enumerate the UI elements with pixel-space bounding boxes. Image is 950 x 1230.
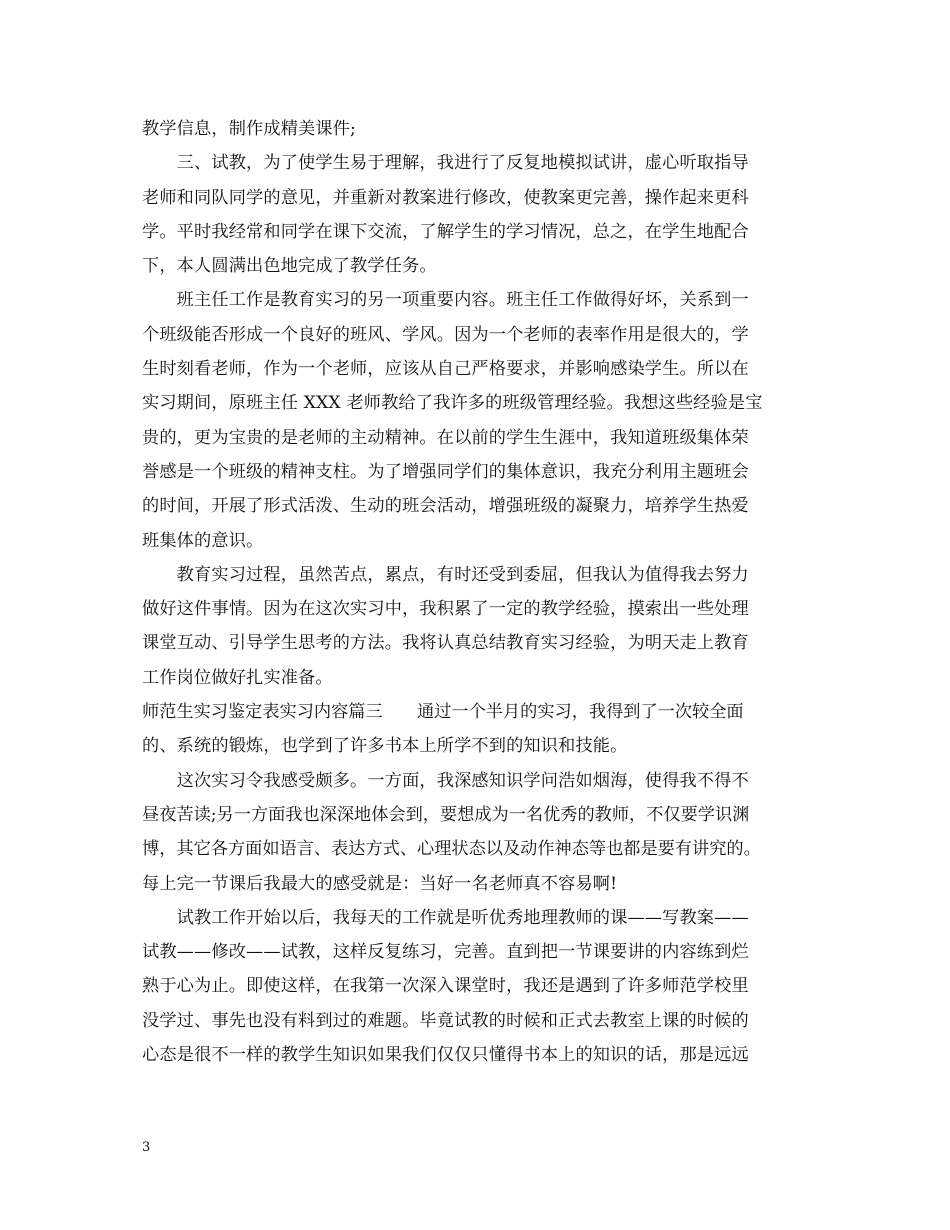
text-line: 三、试教，为了使学生易于理解，我进行了反复地模拟试讲，虚心听取指导 <box>142 153 749 174</box>
text-line: 的、系统的锻炼，也学到了许多书本上所学不到的知识和技能。 <box>142 736 628 757</box>
text-line: 试教工作开始以后，我每天的工作就是听优秀地理教师的课——写教案—— <box>142 907 749 928</box>
page-number: 3 <box>142 1140 151 1155</box>
text-line: 班集体的意识。 <box>142 530 264 551</box>
text-line: 课堂互动、引导学生思考的方法。我将认真总结教育实习经验，为明天走上教育 <box>142 633 749 654</box>
text-line: 实习期间，原班主任 XXX 老师教给了我许多的班级管理经验。我想这些经验是宝 <box>142 393 763 414</box>
text-line: 教育实习过程，虽然苦点，累点，有时还受到委屈，但我认为值得我去努力 <box>142 564 749 585</box>
text-line: 每上完一节课后我最大的感受就是：当好一名老师真不容易啊! <box>142 873 618 894</box>
text-line: 试教——修改——试教，这样反复练习，完善。直到把一节课要讲的内容练到烂 <box>142 942 749 963</box>
text-line: 的时间，开展了形式活泼、生动的班会活动，增强班级的凝聚力，培养学生热爱 <box>142 496 749 517</box>
text-line: 没学过、事先也没有料到过的难题。毕竟试教的时候和正式去教室上课的时候的 <box>142 1010 749 1031</box>
text-line: 心态是很不一样的教学生知识如果我们仅仅只懂得书本上的知识的话，那是远远 <box>142 1045 749 1066</box>
text-line: 工作岗位做好扎实准备。 <box>142 667 333 688</box>
text-line: 下，本人圆满出色地完成了教学任务。 <box>142 256 437 277</box>
text-line: 老师和同队同学的意见，并重新对教案进行修改，使教案更完善，操作起来更科 <box>142 187 749 208</box>
text-line: 师范生实习鉴定表实习内容篇三 通过一个半月的实习，我得到了一次较全面 <box>142 702 744 723</box>
text-line: 生时刻看老师，作为一个老师，应该从自己严格要求，并影响感染学生。所以在 <box>142 359 749 380</box>
text-line: 学。平时我经常和同学在课下交流，了解学生的学习情况，总之，在学生地配合 <box>142 221 749 242</box>
text-line: 熟于心为止。即使这样，在我第一次深入课堂时，我还是遇到了许多师范学校里 <box>142 976 749 997</box>
text-line: 誉感是一个班级的精神支柱。为了增强同学们的集体意识，我充分利用主题班会 <box>142 461 749 482</box>
text-line: 做好这件事情。因为在这次实习中，我积累了一定的教学经验，摸索出一些处理 <box>142 599 749 620</box>
text-line: 个班级能否形成一个良好的班风、学风。因为一个老师的表率作用是很大的，学 <box>142 324 749 345</box>
text-line: 博，其它各方面如语言、表达方式、心理状态以及动作神态等也都是要有讲究的。 <box>142 839 761 860</box>
text-line: 教学信息，制作成精美课件; <box>142 119 356 139</box>
text-line: 昼夜苦读;另一方面我也深深地体会到，要想成为一名优秀的教师，不仅要学识渊 <box>142 804 750 825</box>
text-line: 贵的，更为宝贵的是老师的主动精神。在以前的学生生涯中，我知道班级集体荣 <box>142 427 749 448</box>
body-text <box>142 112 822 1072</box>
text-line: 班主任工作是教育实习的另一项重要内容。班主任工作做得好坏，关系到一 <box>142 290 749 311</box>
text-line: 这次实习令我感受颇多。一方面，我深感知识学问浩如烟海，使得我不得不 <box>142 770 749 791</box>
